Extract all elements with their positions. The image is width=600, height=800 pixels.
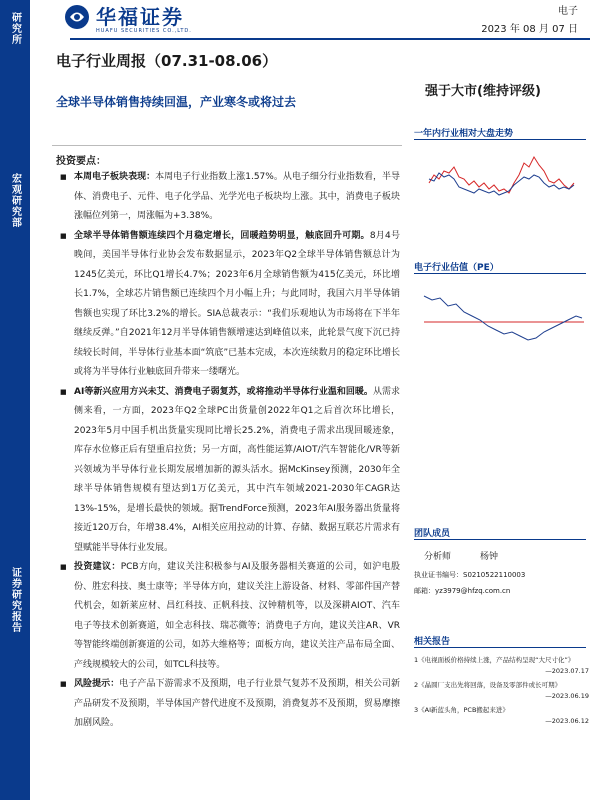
brand-sub: HUAFU SECURITIES CO.,LTD. — [96, 28, 192, 34]
paragraph — [60, 383, 400, 559]
paragraph-text: 从需求侧来看，一方面，2023年Q2全球PC出货量创2022年Q1之后首次环比增长，2023年5月中国手机出货量实现同比增长25.2%，消费电子需求出现回暖迹象，库存水位修正后有望重启拉货；另一方面，高性能运算/AIOT/汽车智能化/VR等新兴领域为半导体行业长期发展增加新的源头活水。据McKinsey预测，2030年全球半导体销售规模有望达到1万亿美元，其中汽车领域2021-2030年CAGR达13%-15%，是增长最快的领域。据TrendForce预测，2023年AI服务器出货量将接近120万台，年增38.4%，AI相关应用拉动的计算、存储、数据互联芯片需求有望赋能半导体行业发展。 — [74, 386, 400, 553]
email-link[interactable]: yz3979@hfzq.com.cn — [435, 587, 511, 595]
paragraph-text: 本周电子行业指数上涨1.57%。从电子细分行业指数看，半导体、消费电子、元件、电子化学品、光学光电子板块均上涨。其中，消费电子板块涨幅位列第一，周涨幅为+3.38%。 — [74, 172, 400, 221]
related-report-item[interactable] — [414, 680, 589, 702]
investment-heading: 投资要点： — [56, 156, 106, 167]
analyst-name: 杨钟 — [480, 552, 499, 562]
bullet-icon: ■ — [60, 387, 67, 396]
email-row — [414, 586, 510, 596]
report-date: 2023 年 08 月 07 日 — [481, 24, 578, 35]
report-subtitle: 全球半导体销售持续回温，产业寒冬或将过去 — [56, 95, 297, 109]
brand-name: 华福证券 — [96, 5, 184, 29]
sidebar-label-top: 研究所 — [9, 11, 21, 45]
logo-icon — [64, 4, 90, 30]
bullet-icon: ■ — [60, 173, 67, 181]
team-divider — [414, 539, 586, 540]
paragraph — [60, 227, 400, 383]
series-line-blue — [429, 173, 574, 195]
pe-valuation-chart — [414, 278, 586, 358]
chart2-title: 电子行业估值（PE） — [414, 263, 499, 273]
email-label: 邮箱： — [414, 587, 435, 595]
sidebar — [0, 0, 30, 800]
paragraph — [60, 168, 400, 227]
related-report-title: 2《晶圆厂支出先将回落，设备及零部件或长可期》 — [414, 681, 562, 689]
chart1-divider — [414, 139, 586, 140]
related-report-date: —2023.06.19 — [545, 692, 589, 700]
related-report-date: —2023.07.17 — [545, 667, 589, 675]
analyst-label: 分析师 — [424, 552, 452, 562]
license-number: 执业证书编号：S0210522110003 — [414, 571, 526, 579]
team-title: 团队成员 — [414, 529, 451, 539]
related-report-date: —2023.06.12 — [545, 717, 589, 725]
paragraph-lead: AI等新兴应用方兴未艾、消费电子弱复苏，或将推动半导体行业温和回暖。 — [74, 386, 373, 397]
related-divider — [414, 647, 586, 648]
paragraph-lead: 本周电子板块表现： — [74, 172, 156, 182]
paragraph-text: 8月4号晚间，美国半导体行业协会发布数据显示，2023年Q2全球半导体销售额总计为1245亿美元，环比Q1增长4.7%；2023年6月全球销售额为415亿美元，环比增长1.7%，全球芯片销售额已连续四个月小幅上升；与此同时，我国六月半导体销售额也实现了环比3.2%的增长。SIA总裁表示：“我们乐观地认为市场将在下半年继续反弹。”自2021年12月半导体销售额增速达到峰值以来，此轮景气度下沉已持续较长时间，半导体行业基本面“筑底”已基本完成，本次连续数月的稳定环比增长或将为半导体行业触底回升带来一缕曙光。 — [74, 230, 400, 377]
sidebar-label-middle: 宏观研究部 — [9, 172, 21, 228]
paragraph-text: 电子产品下游需求不及预期，电子行业景气复苏不及预期，相关公司新产品研发不及预期，半导体国产替代进度不及预期，消费复苏不及预期，贸易摩擦加剧风险。 — [74, 679, 400, 728]
related-report-title: 1《电视面板价格持续上涨，产品结构呈现“大尺寸化”》 — [414, 656, 575, 664]
relative-performance-chart — [414, 145, 586, 245]
sidebar-label-bottom: 证券研究报告 — [9, 567, 21, 633]
paragraph-text: PCB方向，建议关注积极参与AI及服务器相关赛道的公司，如沪电股份、胜宏科技、奥士康等；半导体方向，建议关注上游设备、材料、零部件国产替代机会，如新莱应材、昌红科技、正帆科技、汉钟精机等，以及深耕AIOT、汽车电子等技术创新赛道，如全志科技、瑞芯微等；消费电子方向，建议关注AR、VR等智能终端创新赛道的公司，如苏大维格等；面板方向，建议关注产品布局全面、产线规模较大的公司，如TCL科技等。 — [74, 562, 400, 670]
header-divider — [70, 38, 590, 40]
paragraph — [60, 675, 400, 734]
report-title: 电子行业周报（07.31-08.06） — [56, 52, 278, 70]
related-report-title: 3《AI新蓝头角，PCB搬起来进》 — [414, 706, 509, 714]
paragraph-lead: 全球半导体销售额连续四个月稳定增长，回暖趋势明显，触底回升可期。 — [74, 230, 370, 241]
bullet-icon: ■ — [60, 231, 67, 240]
related-reports — [414, 655, 589, 730]
header — [30, 0, 600, 42]
rating-badge: 强于大市(维持评级) — [425, 84, 541, 99]
related-report-item[interactable] — [414, 655, 589, 677]
bullet-icon: ■ — [60, 563, 67, 571]
chart1-title: 一年内行业相对大盘走势 — [414, 129, 514, 139]
related-report-item[interactable] — [414, 705, 589, 727]
bullet-icon: ■ — [60, 680, 67, 688]
series-line-red — [429, 157, 574, 193]
paragraph — [60, 558, 400, 675]
pe-series-line — [424, 296, 582, 340]
paragraph-lead: 风险提示： — [74, 679, 120, 689]
paragraph-lead: 投资建议： — [74, 562, 121, 572]
investment-body — [60, 168, 400, 734]
sector-label: 电子 — [558, 6, 578, 17]
related-title: 相关报告 — [414, 637, 451, 647]
chart2-divider — [414, 273, 586, 274]
